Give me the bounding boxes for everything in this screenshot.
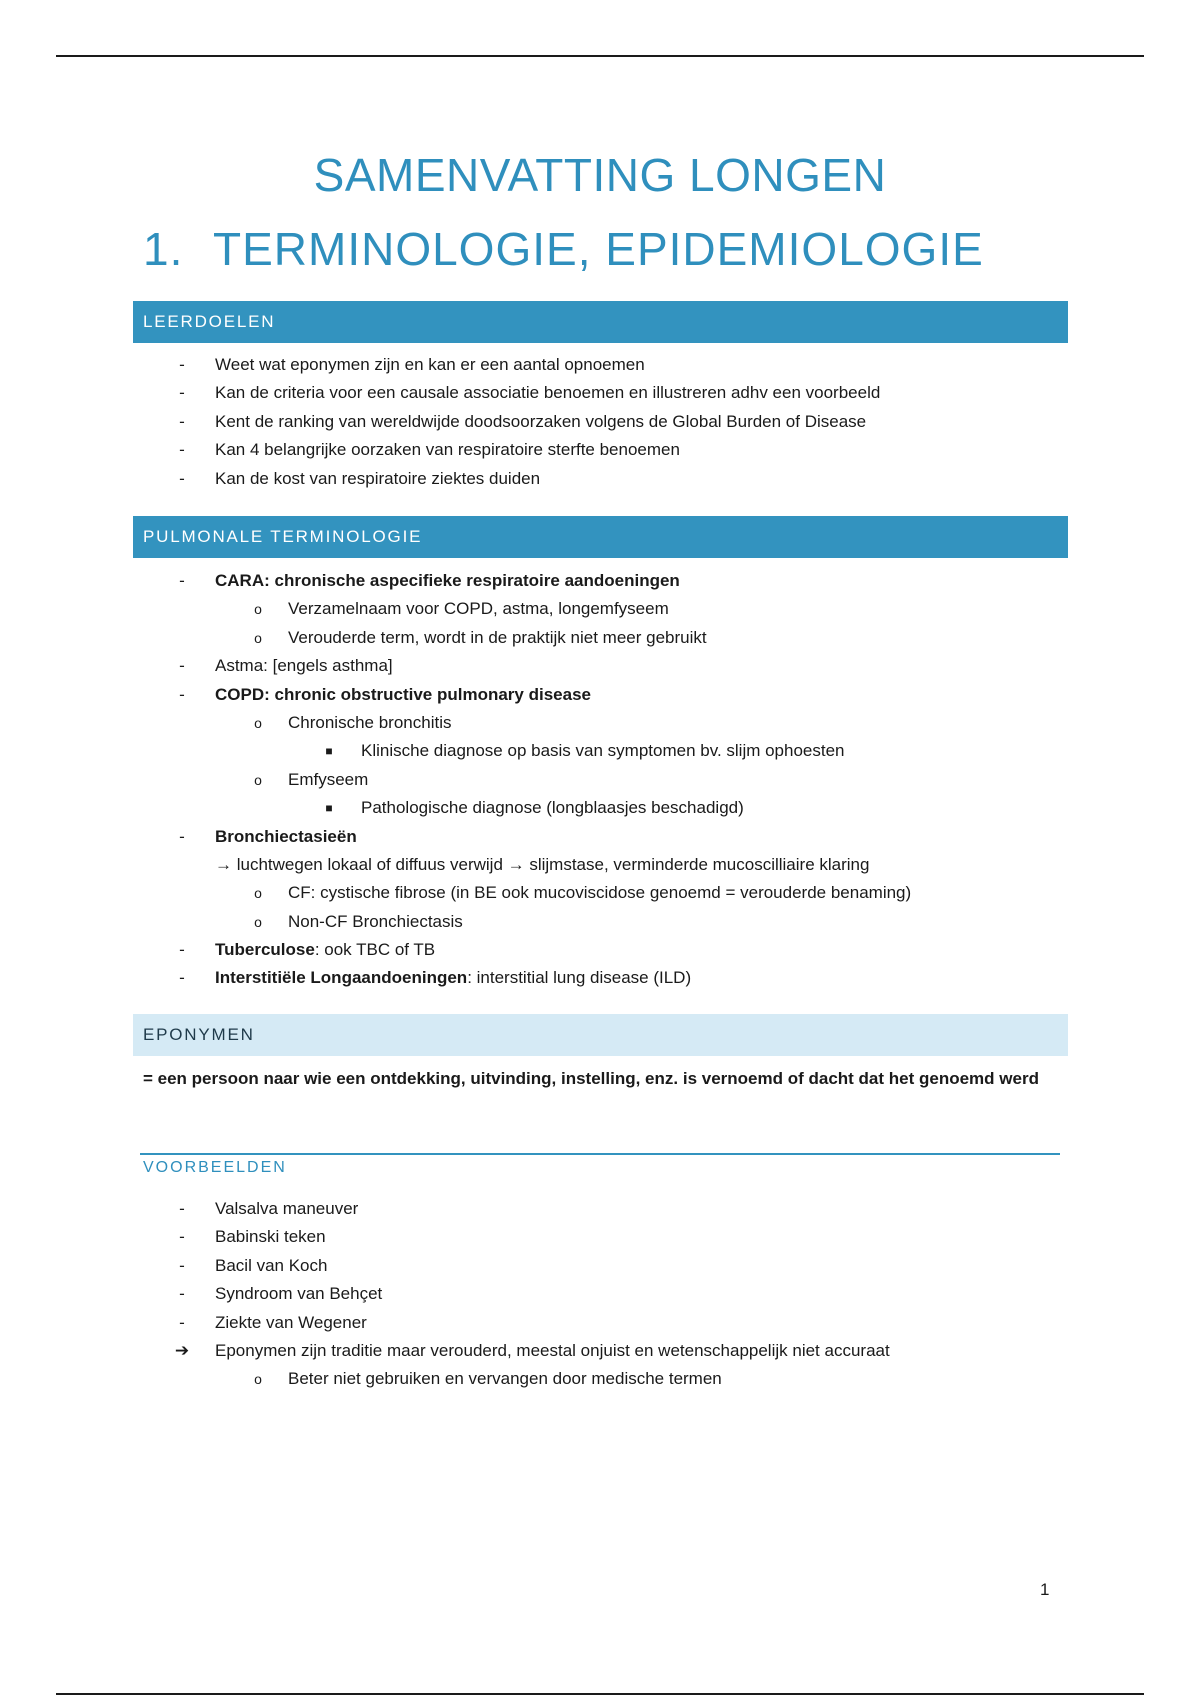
list-item: - Babinski teken (179, 1227, 326, 1247)
list-item: - Valsalva maneuver (179, 1199, 359, 1218)
list-item: o Non-CF Bronchiectasis (254, 911, 463, 931)
list-item: - Kan 4 belangrijke oorzaken van respiratoire sterfte benoemen (179, 440, 680, 460)
eponymen-definition: = een persoon naar wie een ontdekking, uitvinding, instelling, enz. is vernoemd of dacht dat het genoemd werd (143, 1069, 1039, 1088)
list-item: - Weet wat eponymen zijn en kan er een aantal opnoemen (179, 355, 645, 374)
leerdoelen-list (0, 351, 1200, 493)
footer-rule (56, 1693, 1144, 1695)
list-item: o Emfyseem (254, 769, 369, 789)
list-item: o Verzamelnaam voor COPD, astma, longemfyseem (254, 599, 669, 619)
list-item: - Astma: [engels asthma] (179, 656, 393, 676)
list-item: → luchtwegen lokaal of diffuus verwijd → slijmstase, verminderde mucoscilliaire klaring (215, 854, 870, 874)
section-heading-leerdoelen: LEERDOELEN (133, 301, 1068, 343)
list-item: - Tuberculose: ook TBC of TB (179, 940, 436, 960)
section-heading-terminologie: PULMONALE TERMINOLOGIE (133, 516, 1068, 558)
page-number: 1 (1040, 1580, 1050, 1599)
document-title: SAMENVATTING LONGEN (313, 149, 887, 201)
header-rule (56, 55, 1144, 57)
list-item: - Ziekte van Wegener (179, 1312, 367, 1332)
voorbeelden-list (0, 1195, 1200, 1394)
list-item: ■ Pathologische diagnose (longblaasjes beschadigd) (325, 798, 744, 818)
list-item: - COPD: chronic obstructive pulmonary disease (179, 684, 591, 704)
list-item: ■ Klinische diagnose op basis van symptomen bv. slijm ophoesten (325, 741, 845, 761)
arrow-right-icon: ➔ (174, 1340, 190, 1360)
list-item: - Interstitiële Longaandoeningen: interstitial lung disease (ILD) (179, 968, 692, 988)
list-item: o Beter niet gebruiken en vervangen door medische termen (254, 1369, 722, 1389)
section-heading-eponymen: EPONYMEN (133, 1014, 1068, 1056)
list-item: - Syndroom van Behçet (179, 1284, 383, 1304)
subsection-heading-voorbeelden: VOORBEELDEN (143, 1159, 287, 1176)
list-item: ➔ Eponymen zijn traditie maar verouderd, meestal onjuist en wetenschappelijk niet accuraat (0, 1337, 1200, 1365)
terminologie-list (0, 567, 1200, 993)
list-item: o Chronische bronchitis (254, 712, 452, 732)
list-item: - Kan de criteria voor een causale associatie benoemen en illustreren adhv een voorbeeld (179, 383, 881, 403)
subsection-rule (140, 1153, 1060, 1155)
list-item: o CF: cystische fibrose (in BE ook mucoviscidose genoemd = verouderde benaming) (254, 883, 912, 903)
list-item: o Verouderde term, wordt in de praktijk niet meer gebruikt (254, 627, 707, 647)
list-item: - Bacil van Koch (179, 1255, 328, 1275)
chapter-number: 1. (143, 223, 184, 275)
chapter-title: TERMINOLOGIE, EPIDEMIOLOGIE (213, 223, 984, 275)
list-item: - Bronchiectasieën (179, 826, 357, 846)
list-item: - Kan de kost van respiratoire ziektes duiden (179, 468, 541, 488)
list-item: - Kent de ranking van wereldwijde doodsoorzaken volgens de Global Burden of Disease (179, 411, 867, 431)
chapter-heading (143, 222, 984, 276)
list-item: - CARA: chronische aspecifieke respiratoire aandoeningen (179, 571, 680, 590)
